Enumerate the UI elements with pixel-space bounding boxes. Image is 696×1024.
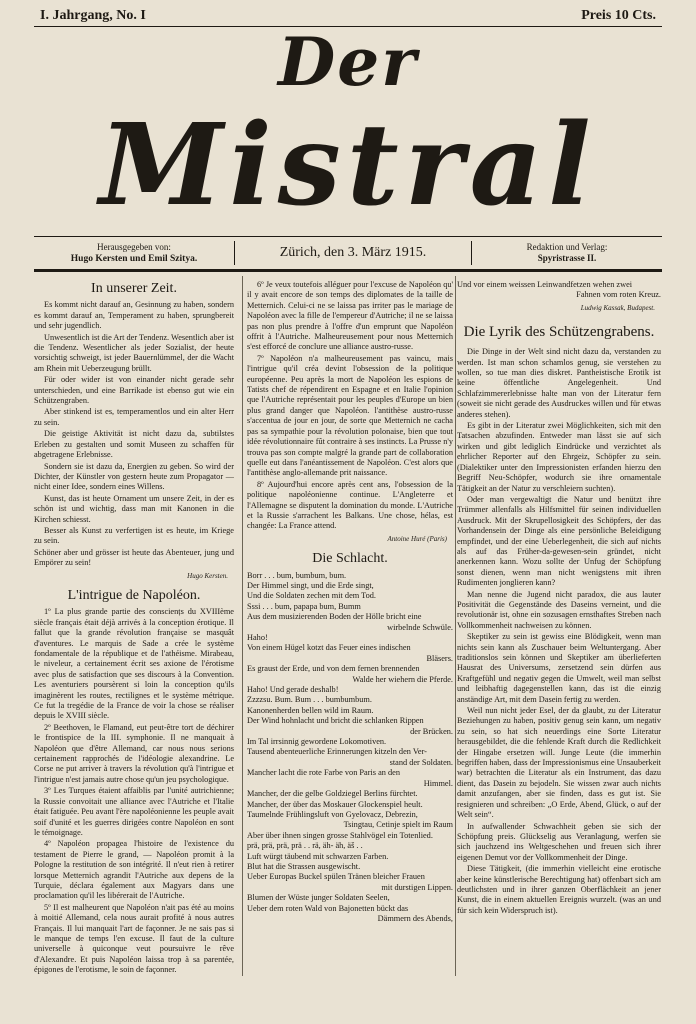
paragraph: 5º Il est malheurent que Napoléon n'ait pas été au moins à moitié Allemand, cela nous aurait profité à nous autres Français. Il lui manquait l'art de façonner. Je ne sais pas si le manque de temps l'en excuse. Il faut de la culture universelle à quiconque veut poursuivre le rêve d'Alexandre. Et puis Napoléon laissa trop à sa parentée, épigones de l'erotisme, le soin de façonner.	[34, 902, 234, 975]
title-mistral: Mistral	[99, 100, 597, 231]
column-divider	[455, 276, 456, 976]
paragraph: Es kommt nicht darauf an, Gesinnung zu haben, sondern es kommt darauf an, Temperament zu haben, sprungbereit und sehr jugendlich.	[34, 300, 234, 331]
masthead-rule-bottom	[34, 269, 662, 272]
article-title-intrigue-napoleon: L'intrigue de Napoléon.	[67, 587, 201, 603]
poem-line: Haho! Und gerade deshalb!	[247, 685, 339, 695]
poem-line: mit durstigen Lippen.	[381, 882, 453, 892]
masthead-rule-top	[34, 236, 662, 237]
article-title-in-unserer-zeit: In unserer Zeit.	[91, 281, 177, 296]
poem-line: Haho!	[247, 633, 268, 642]
poem-line: Aus dem musizierenden Boden der Hölle bricht eine	[247, 612, 422, 622]
poem-line: Mancher lacht die rote Farbe von Paris an den	[247, 768, 400, 778]
poem-line: Ueber dem roten Wald von Bajonetten bückt das	[247, 903, 409, 913]
poem-line: der Brücken.	[410, 726, 453, 736]
article-title-lyrik-schuetzengrabens: Die Lyrik des Schützengrabens.	[463, 324, 655, 341]
poem-line: Mancher, der die gelbe Goldziegel Berlins fürchtet.	[247, 789, 418, 799]
paragraph: Unwesentlich ist die Art der Tendenz. Wesentlich aber ist die Tendenz. Wesentlicher als jeder Sozialist, der heute vorsichtig schweigt, ist jeder Bauernlümmel, der die Wacht am Rhein mit Ueberzeugung brüllt.	[34, 332, 234, 373]
publisher-names: Hugo Kersten und Emil Szitya.	[70, 253, 198, 264]
volume-number: I. Jahrgang, No. I	[40, 8, 146, 23]
poem-line: Himmel.	[423, 778, 453, 788]
poem-line: Von einem Hügel kotzt das Feuer eines indischen	[247, 643, 411, 653]
poem-line: Zzzzsu. Bum. Bum . . . bumbumbum.	[247, 695, 372, 705]
poem-verse-continued	[457, 280, 661, 301]
poem-verse	[247, 571, 453, 925]
paragraph: Weil nun nicht jeder Esel, der da glaubt, zu der Literatur Beziehungen zu haben, positiv genug sein kann, um negativ zu sein, so hat sich neuerdings eine Sorte Literatur herausgebildet, die die fehlende Kraft durch die Redlichkeit der Hingabe ersetzen will. Junge Leute (die immerhin begriffen haben, dass der Impressionismus eine Unsauberkeit war) betrachten die Literatur als ein Instrument, das dazu dient, das Dasein zu bejodeln. Sie wissen zwar auch nichts damit anzufangen, aber sie finden, dass es gut ist. Sie resignieren und schreiben: „O Erde, Abend, Glück, o auf der Welt sein“.	[457, 706, 661, 820]
poem-line: Aber über ihnen singen grosse Stahlvögel ein Totenlied.	[247, 830, 433, 840]
paragraph: 6º Je veux toutefois alléguer pour l'excuse de Napoléon qu' il y avait encore de son temps des diplomates de la taille de Metternich. Celui-ci ne se laissa pas irriter pas le mariage de Napoléon avec la fille de l'empereur d'Autriche; il ne se laissa pas non plus prendre à l'offre d'un emprunt que Napoléon offrit à l'Autriche. Malheureusement pour nous Metternich s'est efforcé de conclure une alliance austro-russe.	[247, 280, 453, 352]
publisher-block	[34, 242, 234, 265]
column-1	[34, 280, 234, 980]
poem-line: Blut hat die Strassen ausgewischt.	[247, 861, 361, 871]
poem-line: Der Wind hohnlacht und bricht die schlanken Rippen	[247, 716, 424, 726]
paragraph: Diese Tätigkeit, (die immerhin vielleicht eine erotische aber keine künstlerische Berechtigung hat) offenbart sich am deutlichsten und in ihrer ganzen Oberflächkeit an jener Kunst, die in einem aktuellen Ereignis wurzelt. (was an und für sich kein Widerspruch ist).	[457, 864, 661, 915]
paragraph: Man nenne die Jugend nicht paradox, die aus lauter Positivität die Gegenstände des Daseins verneint, und die revolutionär ist, ohne ein sozusagen ernsthaftes Streben nach Vollkommenheit nachweisen zu können.	[457, 589, 661, 630]
column-divider	[242, 276, 243, 976]
paragraph: Aber stinkend ist es, temperamentlos und ein alter Herr zu sein.	[34, 407, 234, 427]
signature-hure: Antoine Huré (Paris)	[387, 534, 447, 543]
paragraph: Besser als Kunst zu verfertigen ist es heute, im Kriege zu sein.	[34, 525, 234, 546]
poem-line: Ueber Europas Buckel spülen Tränen bleicher Frauen	[247, 872, 425, 882]
signature-kassak: Ludwig Kassak, Budapest.	[580, 303, 655, 312]
paragraph: Kunst, das ist heute Ornament um unsere Zeit, in der es schön ist und wichtig, dass man mit Kanonen in die Kirchen schiesst.	[34, 493, 234, 524]
paragraph: Schöner aber und grösser ist heute das Abenteuer, jung und Empörer zu sein!	[34, 547, 234, 568]
paragraph: 3º Les Turques étaient affaiblis par l'unité autrichienne; la Russie convoitait une alliance avec l'Autriche et l'Italie était fatiguée. Peu avant l'ère napoléonienne les peuple avait soif d'unité et les guerres dirigées contre Napoléon en sont le témoignage.	[34, 786, 234, 837]
poem-line: Tsingtau, Cetinje spielt im Raum	[343, 820, 453, 830]
editorial-block	[472, 242, 662, 264]
signature-kersten: Hugo Kersten.	[187, 571, 228, 580]
poem-line: Luft würgt täubend mit schwarzen Farben.	[247, 851, 389, 861]
paragraph: Skeptiker zu sein ist gewiss eine Blödigkeit, wenn man nichts sein kann als Zuschauer beim Weltuntergang. Aber traditionslos sein können und Skeptiker am überlieferten Hausrat des Universums, zersetzend sein dürfen aus Kraftgefühl und negativ gegen die Umwelt, weil man selbst und leibhaftig dagegenstellen kann, das ist die einzig anständige Art, mit dem Dasein fertig zu werden.	[457, 632, 661, 704]
column-3	[457, 280, 661, 980]
price: Preis 10 Cts.	[581, 8, 656, 23]
paragraph: Oder man vergewaltigt die Natur und benützt ihre Trümmer allenfalls als Hilfsmittel für seinen individuellen Ausdruck. Mit der Skrupellosigkeit des Schöpfers, der das Vorhandensein der Dinge als eine persönliche Beleidigung empfindet, und der eine Ueberlegenheit, die sich auf nichts als auf das Früher-da-gewesen-sein gründet, nicht anerkennen kann. Wozu sollte der Unfug der Schöpfung sonst dienen, wenn man nicht wenigstens mit ihren Rudimenten jonglieren kann?	[457, 494, 661, 588]
paragraph: 1º La plus grande partie des consciențs du XVIIIème siècle français était déjà arrivés à la conception érotique. Il fallut que la grande révolution française se masquât d'aventures. Le marquis de Sade a crée le système fondamentale de la république et de l'athéisme. Mirabeau, le niveleur, a certainement écrit ses axione de l'érotisme avec plus de satisfaction que ses discours à la Convention. Les aventuriers poursèrent si loin la conception qu'ils imaginèrent les routes, rectilignes et le système métrique. Ce fut la tregédie de la France de voir la chose se réaliser depuis le XVIII siècle.	[34, 607, 234, 721]
poem-line: Sssi . . . bum, papapa bum, Bumm	[247, 601, 361, 611]
poem-line: Bläsers.	[426, 653, 453, 663]
paragraph: 7º Napoléon n'a malheureusement pas vaincu, mais l'intrigue qu'il créa devint l'obsession de la politique européenne. Peu après la mort de Napoléon les espions de Tatists chef de répendirent en Espagne et en Italie l'opinion que l'Autriche représentait pour les peuples d'Europe un bien plus grand danger que Napoléon. l'antithèse austro-russe s'accentua de jour en jour, de sorte que Metternich ne cacha pas sa sympathie pour la révolution polonaise, bien que tout idée révolutionnaire fût contraire à ses instincts. La Prusse n'y trouva pas son compte malgré la grande part de collaboration quelle eut dans l'anéantissement de Napoléon. C'est alors que l'antithèse anglo-allemande prit naissance.	[247, 353, 453, 478]
poem-line: Tausend abenteuerliche Erinnerungen kitzeln den Ver-	[247, 747, 427, 757]
poem-line: Blumen der Wüste junger Soldaten Seelen,	[247, 893, 390, 903]
poem-line: Und die Soldaten zechen mit dem Tod.	[247, 591, 376, 601]
paragraph: 2º Beethoven, le Flamand, eut peut-être tort de déchirer le frontispice de la III. symphonie. Il ne manquait à Napoléon que d'être Allemand, car nous nous serions certainement rapprochés de l'idéologie alexandrine. Le Corse ne put arriver à travers la révolution qu'à l'intrigue et l'intrigue n'est jamais autre chose qu'un jeu psychologique.	[34, 722, 234, 784]
poem-line: Walde her wiehern die Pferde.	[352, 674, 453, 684]
paragraph: Für oder wider ist von einander nicht gerade sehr unterschieden, und eine Barrikade ist ebenso gut wie ein Schützengraben.	[34, 375, 234, 406]
dateline: Zürich, den 3. März 1915.	[234, 241, 472, 265]
paragraph: 4º Napoléon propagea l'histoire de l'existence du testament de Pierre le grand, — Napoléon promit à la Pologne la restitution de son intégrité. Il n'eut rien à retirer lorsque Metternich agrandit l'Autriche aux depens de la Turquie, déclara également aux Magyars dans une proclamation qu'il les libérerait de l'Autriche.	[34, 839, 234, 901]
paragraph: Die Dinge in der Welt sind nicht dazu da, verstanden zu werden. Ist man schon schamlos genug, sie verstehen zu wollen, so tue man dies diskret. Pantheistische Erotik ist keine öffentliche Angelegenheit. Und Schlafzimmererlebnisse halte man von der Literatur fern (soweit sie nicht gerade des Ausdruckes willen und für etwas anderes stehen).	[457, 347, 661, 419]
paragraph: Es gibt in der Literatur zwei Möglichkeiten, sich mit den Tatsachen abzufinden. Entweder man lässt sie auf sich wirken und gibt lediglich Eindrücke und verzichtet als ehrlicher Reporter auf den Ehrgeiz, Schöpfer zu sein. (Dialektiker unter den Impressionisten erfanden hierzu den Begriff Neu-Schöpfer, wodurch sie ihre ornamentale Tätigkeit an der Natur zu verschleiern suchten).	[457, 421, 661, 493]
poem-line: Kanonenherden bellen wild im Raum.	[247, 705, 374, 715]
title-der: Der	[278, 23, 418, 101]
poem-line: stand der Soldaten.	[389, 757, 453, 767]
poem-line: Und vor einem weissen Leinwandfetzen wehen zwei	[457, 280, 633, 289]
masthead-info	[34, 238, 662, 268]
publisher-label: Herausgegeben von:	[97, 241, 171, 252]
poem-line: Mancher, der über das Moskauer Glockenspiel heult.	[247, 799, 423, 809]
poem-title-die-schlacht: Die Schlacht.	[312, 551, 388, 567]
poem-line: prä, prä, prä, prä . . rä, äh- äh, äš . .	[247, 841, 363, 851]
paragraph: 8º Aujourd'hui encore après cent ans, l'obsession de la politique napoléonienne continue. L'Angleterre et l'Allemagne se disputent la domination du monde. L'Autriche et la Russie s'arrachent les Balkans. Une chose, hélas, est changée: La France attend.	[247, 479, 453, 531]
poem-line: Taumelnde Frühlingsluft von Gyelovacz, Debrezin,	[247, 809, 418, 819]
poem-line: Fahnen vom roten Kreuz.	[576, 290, 661, 300]
paragraph: In aufwallender Schwachheit geben sie sich der Schöpfung preis. Glückselig aus Veranlagung, werfen sie sich jauchzend ins Weltgeschehen und freuen sich ihrer eigenen Demut vor der Vollkommenheit der Dinge.	[457, 821, 661, 862]
editorial-label: Redaktion und Verlag:	[526, 242, 608, 252]
poem-line: wirbelnde Schwüle.	[387, 622, 453, 632]
column-2	[247, 280, 453, 980]
poem-line: Dämmern des Abends,	[377, 913, 453, 923]
poem-line: Der Himmel singt, und die Erde singt,	[247, 580, 374, 590]
paragraph: Sondern sie ist dazu da, Energien zu geben. So wird der Dichter, der Künstler von gestern heute zum Propagator — nicht einer Idee, sondern eines Willens.	[34, 461, 234, 492]
poem-line: Es graust der Erde, und von dem fernen brennenden	[247, 664, 420, 674]
poem-line: Im Tal irrsinnig gewordene Lokomotiven.	[247, 737, 387, 747]
poem-line: Borr . . . bum, bumbum, bum.	[247, 570, 347, 580]
editorial-address: Spyristrasse II.	[537, 253, 597, 263]
paragraph: Die geistige Aktivität ist nicht dazu da, subtilstes Erleben zu gestalten und somit Museen zu schaffen für abgetragene Erlebnisse.	[34, 429, 234, 460]
